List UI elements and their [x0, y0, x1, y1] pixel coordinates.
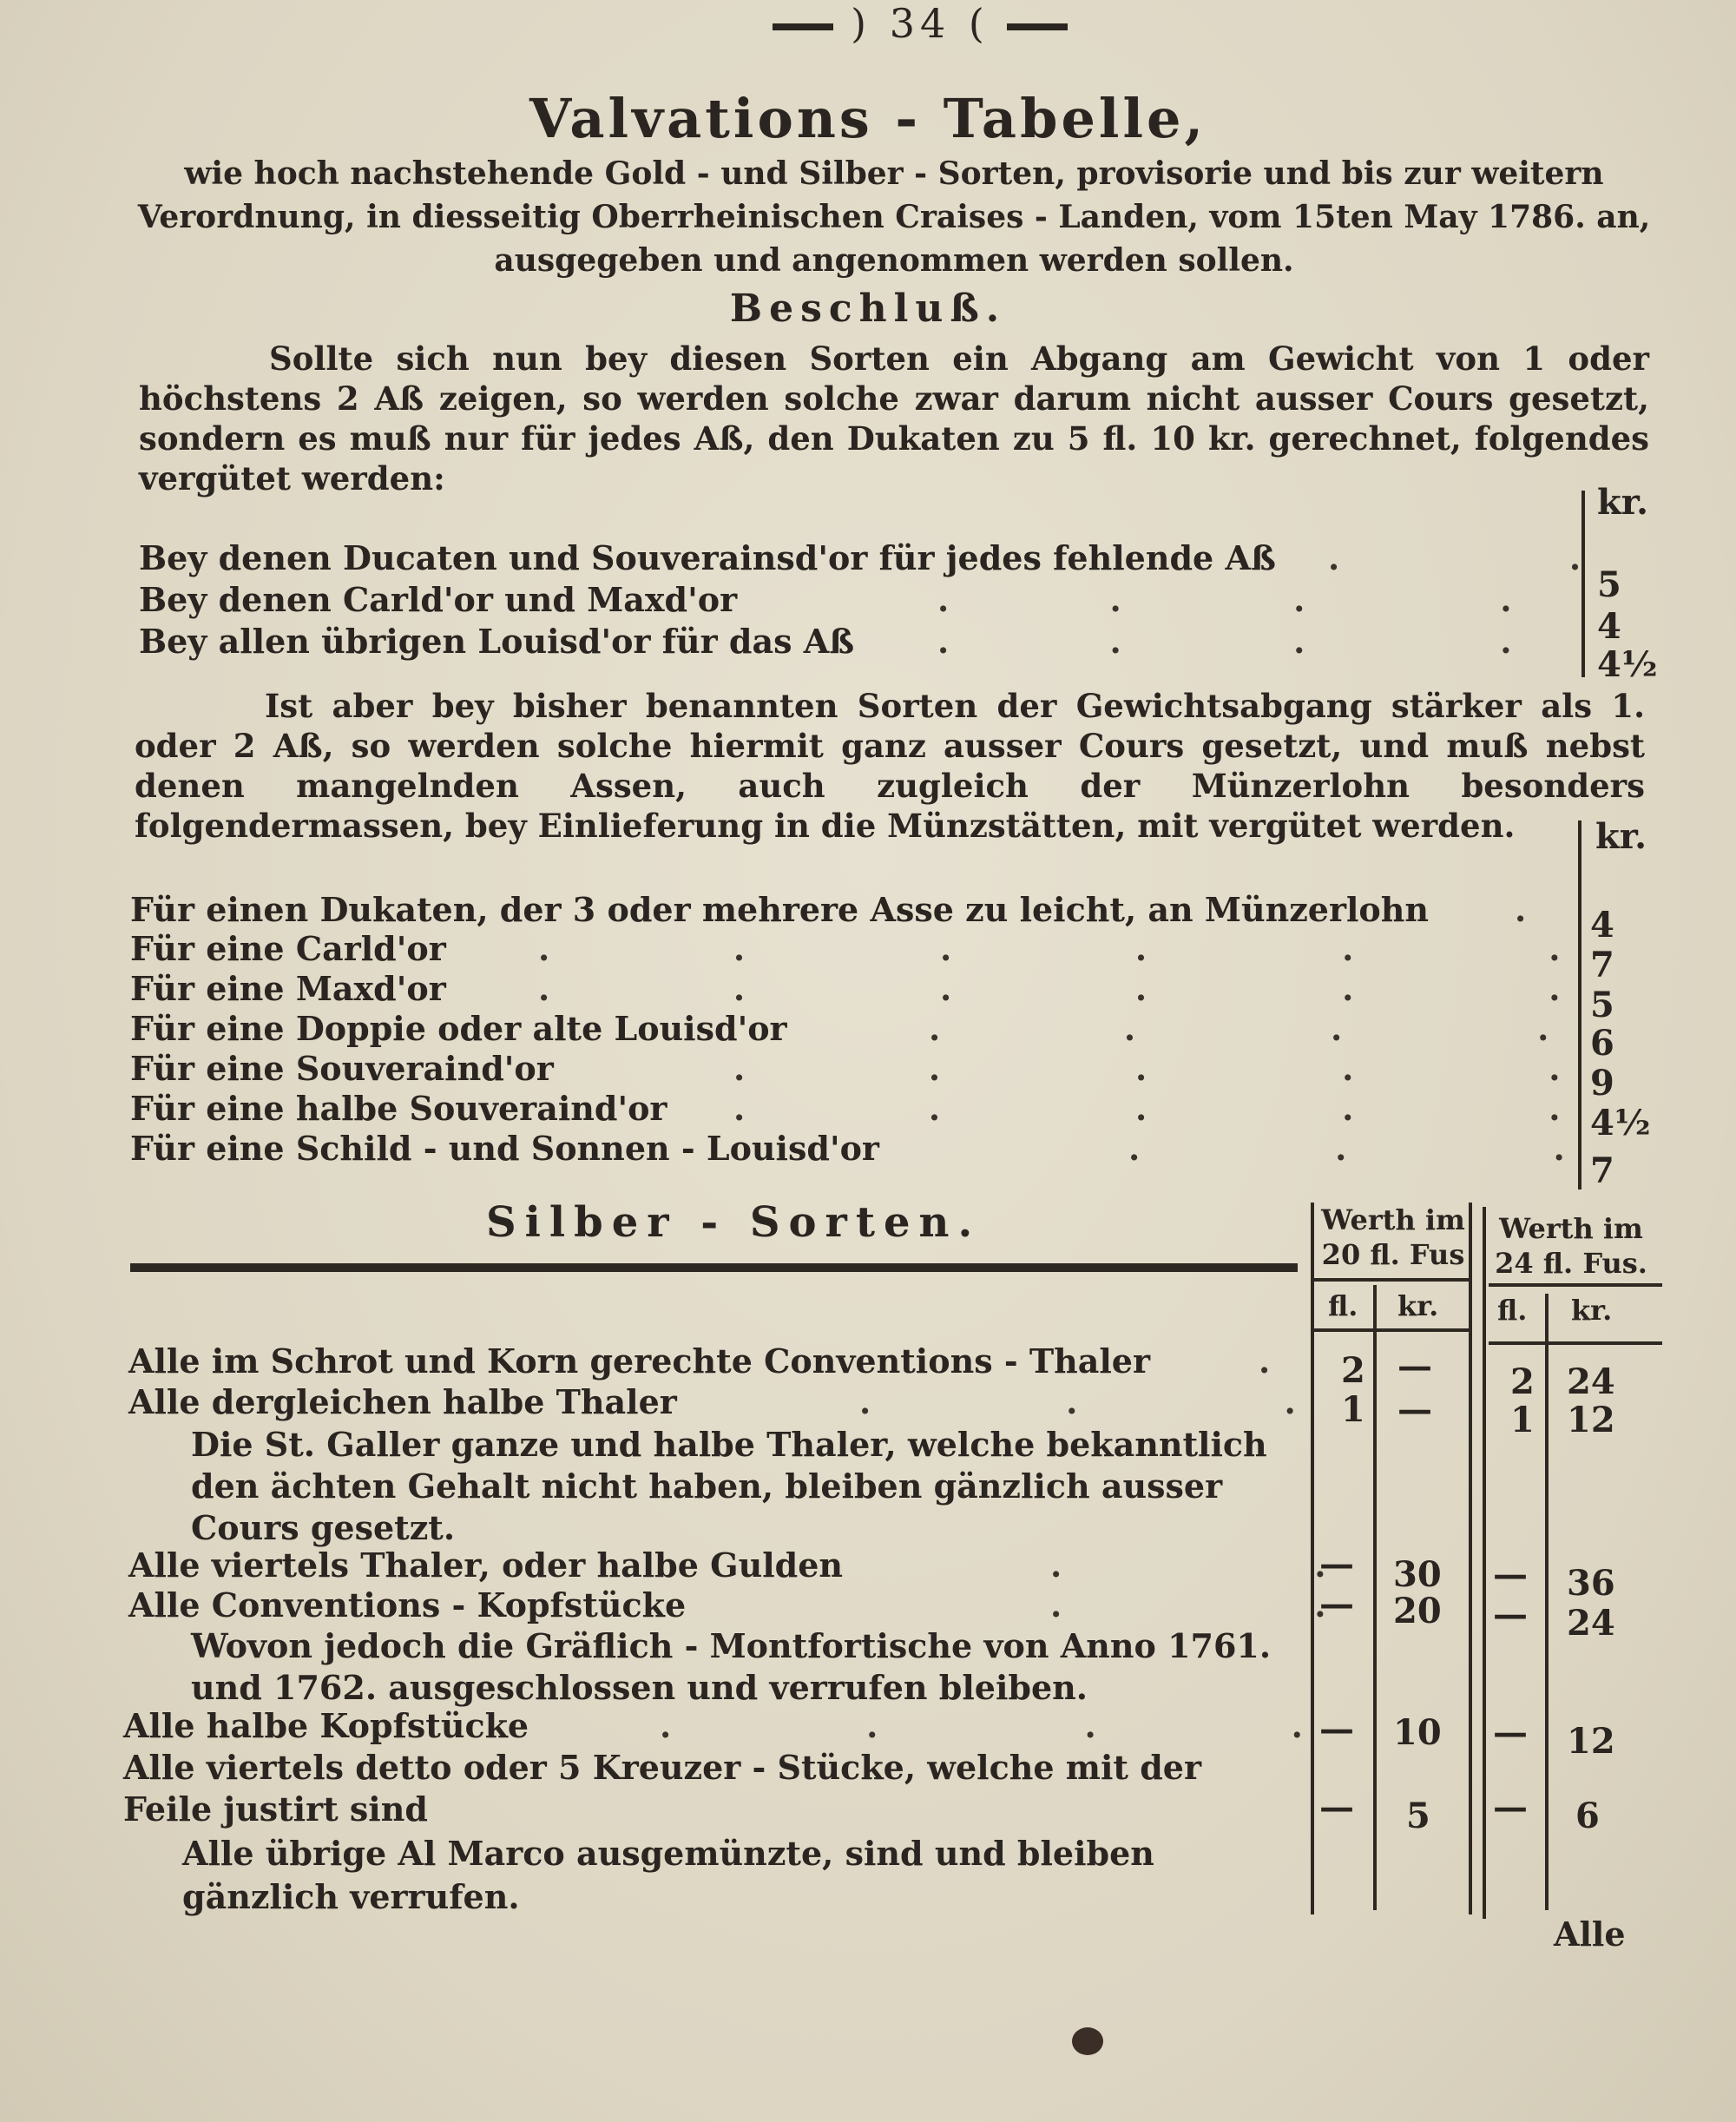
- silber-kr24: 6: [1575, 1796, 1600, 1836]
- silber-row-label: Alle Conventions - Kopfstücke: [128, 1585, 687, 1624]
- col-kr-20: kr.: [1397, 1289, 1439, 1322]
- silber-rule: [1545, 1294, 1549, 1910]
- header-rule-24: [1489, 1283, 1662, 1287]
- silber-kr20: 30: [1393, 1554, 1442, 1595]
- silber-fl24: —: [1493, 1594, 1528, 1635]
- table2-row-dots: . . . . . .: [538, 929, 1561, 968]
- silber-kr20: 20: [1393, 1591, 1442, 1631]
- table1-row-value: 4: [1597, 606, 1621, 647]
- table2-row-label: Für einen Dukaten, der 3 oder mehrere Asse zu leicht, an Münzerlohn: [130, 890, 1430, 929]
- section-heading-beschluss: Beschluß.: [729, 287, 1007, 331]
- table2-row-value: 6: [1590, 1023, 1614, 1064]
- silber-fl20: —: [1319, 1584, 1354, 1624]
- silber-row-label: Alle halbe Kopfstücke: [123, 1706, 529, 1745]
- subheader-rule-24: [1489, 1341, 1662, 1345]
- silber-fl20: —: [1319, 1709, 1354, 1750]
- silber-kr24: 36: [1567, 1563, 1615, 1604]
- silber-kr24: 12: [1567, 1400, 1615, 1440]
- table1-row-label: Bey denen Ducaten und Souverainsd'or für jedes fehlende Aß: [139, 538, 1276, 577]
- silber-kr20: 5: [1406, 1796, 1430, 1836]
- header-rule-20: [1311, 1278, 1471, 1282]
- paragraph-1: Sollte sich nun bey diesen Sorten ein Abgang am Gewicht von 1 oder höchstens 2 Aß zeigen, so werden solche zwar darum nicht ausser Cours gesetzt, sondern es muß nur für jedes Aß, den Dukaten zu 5 fl. 10 kr. gerechnet, folgendes vergütet werden:: [139, 339, 1649, 498]
- silber-fl24: —: [1493, 1787, 1528, 1828]
- silber-row-dots: . . . .: [660, 1706, 1303, 1745]
- silber-rule: [1373, 1285, 1377, 1910]
- silber-row-dots: . .: [1050, 1545, 1326, 1585]
- silber-row-dots: . . .: [859, 1382, 1296, 1421]
- table2-row-dots: . . . .: [929, 1009, 1549, 1048]
- table1-row-value: 4½: [1597, 644, 1658, 685]
- table1-row-dots: . . . .: [937, 580, 1512, 619]
- table2-row-dots: . . . . . .: [538, 969, 1561, 1008]
- silber-row-label: Alle im Schrot und Korn gerechte Conventions - Thaler: [128, 1341, 1150, 1381]
- ink-stain: [1072, 2027, 1103, 2055]
- page-subtitle: wie hoch nachstehende Gold - und Silber - Sorten, provisorie und bis zur weitern Verordnung, in diesseitig Oberrheinischen Craises - Landen, vom 15ten May 1786. an, ausgegeben und angenommen werden sollen.: [137, 155, 1651, 279]
- table2-row-label: Für eine Souveraind'or: [130, 1049, 554, 1088]
- catchword: Alle: [1554, 1914, 1626, 1954]
- silber-heading-rule: [130, 1263, 1298, 1272]
- silber-row-label: Alle viertels detto oder 5 Kreuzer - Stücke, welche mit der Feile justirt sind: [123, 1748, 1201, 1829]
- table1-row-label: Bey denen Carld'or und Maxd'or: [139, 580, 738, 619]
- table2-row-value: 4: [1590, 905, 1614, 946]
- silber-fl20: —: [1319, 1787, 1354, 1828]
- table2-row-dots: . . .: [1128, 1129, 1565, 1168]
- silber-row-dots: . .: [1050, 1585, 1326, 1624]
- table1-row-value: 5: [1597, 564, 1621, 605]
- table2-divider: [1578, 820, 1581, 1190]
- silber-fl20: —: [1319, 1544, 1354, 1585]
- silber-kr24: 24: [1567, 1361, 1615, 1402]
- silber-fl20: 2: [1341, 1350, 1365, 1391]
- silber-note-montfort: Wovon jedoch die Gräflich - Montfortische von Anno 1761. und 1762. ausgeschlossen und verrufen bleiben.: [191, 1626, 1272, 1707]
- table2-row-dots: .: [1515, 890, 1527, 929]
- silber-fl20: 1: [1341, 1389, 1365, 1430]
- section-heading-silber: Silber - Sorten.: [486, 1198, 982, 1247]
- table2-row-value: 5: [1590, 985, 1614, 1025]
- silber-rule: [1469, 1203, 1472, 1914]
- silber-fl24: —: [1493, 1712, 1528, 1753]
- table1-row-label: Bey allen übrigen Louisd'or für das Aß: [139, 622, 855, 661]
- silber-note-al-marco: Alle übrige Al Marco ausgemünzte, sind und bleiben gänzlich verrufen.: [182, 1834, 1154, 1916]
- page-number: ) 34 (: [755, 0, 1085, 47]
- silber-kr20: 10: [1393, 1712, 1442, 1753]
- silber-kr20: —: [1397, 1346, 1432, 1387]
- table2-unit-header: kr.: [1595, 816, 1647, 857]
- silber-kr24: 12: [1567, 1721, 1615, 1762]
- table2-row-label: Für eine Doppie oder alte Louisd'or: [130, 1009, 787, 1048]
- col-fl-20: fl.: [1328, 1289, 1358, 1322]
- table2-row-label: Für eine Maxd'or: [130, 969, 446, 1008]
- table1-row-dots: . . . .: [937, 622, 1512, 661]
- table2-row-label: Für eine Carld'or: [130, 929, 446, 968]
- table1-unit-header: kr.: [1597, 482, 1649, 523]
- page-title: Valvations - Tabelle,: [529, 87, 1207, 150]
- col-fl-24: fl.: [1497, 1294, 1528, 1327]
- table2-row-value: 9: [1590, 1063, 1614, 1104]
- table2-row-dots: . . . . .: [733, 1049, 1561, 1088]
- silber-kr20: —: [1397, 1389, 1432, 1430]
- silber-row-label: Alle dergleichen halbe Thaler: [128, 1382, 677, 1421]
- table1-row-dots: . .: [1328, 538, 1581, 577]
- col-header-20fl: Werth im 20 fl. Fus: [1321, 1203, 1465, 1271]
- silber-fl24: 1: [1510, 1400, 1535, 1440]
- col-kr-24: kr.: [1571, 1294, 1613, 1327]
- col-header-24fl: Werth im 24 fl. Fus.: [1495, 1212, 1647, 1280]
- table2-row-value: 4½: [1590, 1103, 1651, 1143]
- silber-fl24: 2: [1510, 1361, 1535, 1402]
- silber-rule: [1483, 1207, 1486, 1919]
- table2-row-value: 7: [1590, 1150, 1614, 1191]
- subheader-rule-20: [1311, 1328, 1471, 1332]
- table1-divider: [1581, 491, 1585, 677]
- table2-row-dots: . . . . .: [733, 1089, 1561, 1128]
- silber-row-label: Alle viertels Thaler, oder halbe Gulden: [128, 1545, 844, 1585]
- paragraph-2: Ist aber bey bisher benannten Sorten der Gewichtsabgang stärker als 1. oder 2 Aß, so werden solche hiermit ganz ausser Cours gesetzt, und muß nebst denen mangelnden Assen, auch zugleich der Münzerlohn besonders folgendermassen, bey Einlieferung in die Münzstätten, mit vergütet werden.: [135, 687, 1645, 845]
- table2-row-label: Für eine Schild - und Sonnen - Louisd'or: [130, 1129, 879, 1168]
- silber-fl24: —: [1493, 1554, 1528, 1595]
- silber-note-st-galler: Die St. Galler ganze und halbe Thaler, welche bekanntlich den ächten Gehalt nicht haben, bleiben gänzlich ausser Cours gesetzt.: [191, 1425, 1267, 1547]
- silber-kr24: 24: [1567, 1603, 1615, 1644]
- silber-row-dots: .: [1259, 1341, 1271, 1381]
- table2-row-value: 7: [1590, 945, 1614, 985]
- table2-row-label: Für eine halbe Souveraind'or: [130, 1089, 667, 1128]
